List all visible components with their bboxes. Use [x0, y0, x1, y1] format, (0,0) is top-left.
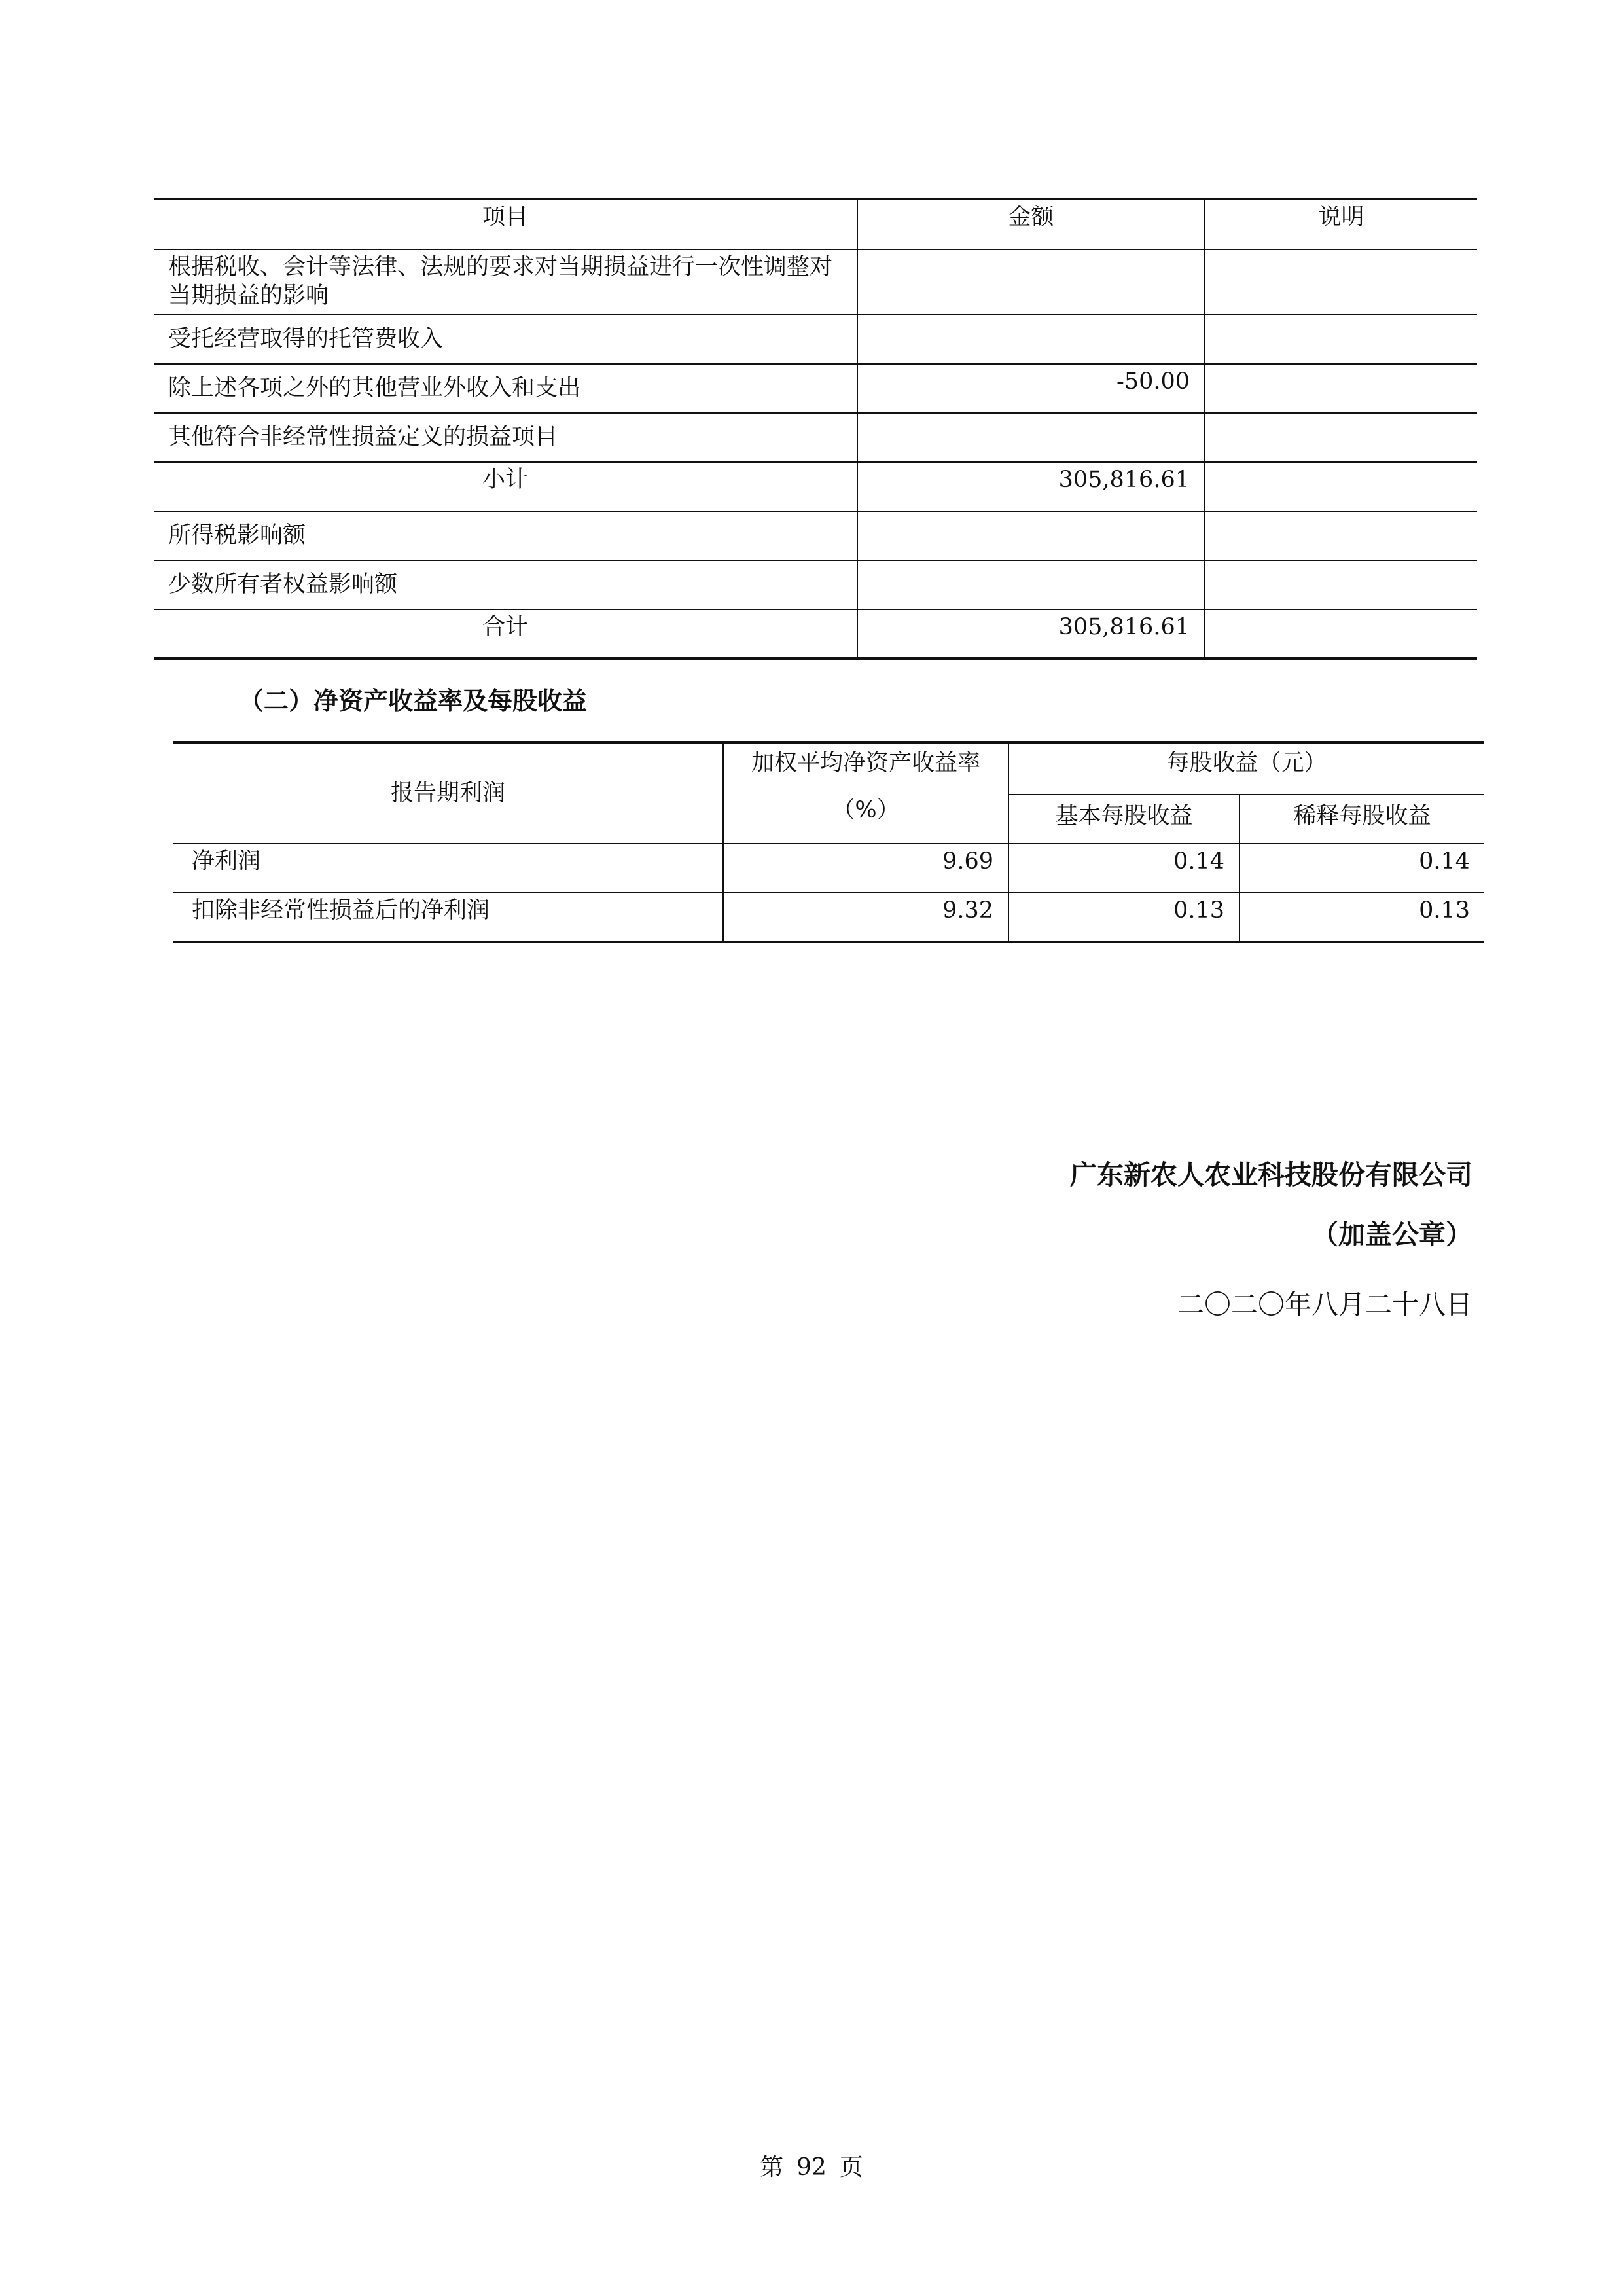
header-diluted-eps: 稀释每股收益 — [1240, 795, 1484, 844]
table-row — [154, 560, 1477, 609]
signature-date: 二〇二〇年八月二十八日 — [1177, 1289, 1472, 1320]
row-note — [1205, 315, 1477, 364]
table-row — [173, 844, 1484, 893]
seal-note: （加盖公章） — [1311, 1219, 1472, 1250]
row-note — [1205, 609, 1477, 658]
row-label: 净利润 — [173, 844, 723, 893]
row-basic-eps: 0.14 — [1008, 844, 1240, 893]
row-label: 扣除非经常性损益后的净利润 — [173, 893, 723, 942]
row-amount: 305,816.61 — [857, 609, 1205, 658]
non-recurring-gains-table — [154, 198, 1477, 660]
page-footer — [0, 2149, 1623, 2182]
row-amount: -50.00 — [857, 364, 1205, 413]
page-prefix: 第 — [760, 2154, 784, 2181]
row-item: 其他符合非经常性损益定义的损益项目 — [154, 413, 857, 462]
row-amount — [857, 315, 1205, 364]
row-roe: 9.32 — [723, 893, 1008, 942]
row-amount — [857, 413, 1205, 462]
header-amount: 金额 — [857, 199, 1205, 249]
table-row — [173, 893, 1484, 942]
row-note — [1205, 364, 1477, 413]
table-row — [154, 511, 1477, 560]
table-row — [154, 249, 1477, 315]
table-header-row — [154, 199, 1477, 249]
row-amount — [857, 560, 1205, 609]
row-item: 小计 — [154, 462, 857, 511]
row-note — [1205, 413, 1477, 462]
header-item: 项目 — [154, 199, 857, 249]
company-name: 广东新农人农业科技股份有限公司 — [1070, 1159, 1472, 1191]
table-header-row — [173, 742, 1484, 795]
row-amount — [857, 511, 1205, 560]
row-item: 少数所有者权益影响额 — [154, 560, 857, 609]
row-diluted-eps: 0.13 — [1240, 893, 1484, 942]
row-note — [1205, 462, 1477, 511]
page-number: 92 — [796, 2154, 827, 2181]
section-title: （二）净资产收益率及每股收益 — [239, 687, 588, 715]
header-roe-line2: （%） — [832, 797, 900, 823]
row-item: 合计 — [154, 609, 857, 658]
table-row — [154, 364, 1477, 413]
row-note — [1205, 560, 1477, 609]
row-note — [1205, 511, 1477, 560]
row-item: 受托经营取得的托管费收入 — [154, 315, 857, 364]
table-row — [154, 413, 1477, 462]
row-amount — [857, 249, 1205, 315]
table-row — [154, 315, 1477, 364]
page-suffix: 页 — [839, 2154, 863, 2181]
roe-eps-table — [173, 741, 1484, 943]
row-note — [1205, 249, 1477, 315]
row-item: 除上述各项之外的其他营业外收入和支出 — [154, 364, 857, 413]
header-roe — [723, 742, 1008, 844]
total-row — [154, 609, 1477, 658]
row-amount: 305,816.61 — [857, 462, 1205, 511]
header-profit: 报告期利润 — [173, 742, 723, 844]
subtotal-row — [154, 462, 1477, 511]
row-diluted-eps: 0.14 — [1240, 844, 1484, 893]
row-item: 所得税影响额 — [154, 511, 857, 560]
header-note: 说明 — [1205, 199, 1477, 249]
row-item: 根据税收、会计等法律、法规的要求对当期损益进行一次性调整对当期损益的影响 — [154, 249, 857, 315]
header-eps: 每股收益（元） — [1008, 742, 1484, 795]
row-basic-eps: 0.13 — [1008, 893, 1240, 942]
row-roe: 9.69 — [723, 844, 1008, 893]
header-basic-eps: 基本每股收益 — [1008, 795, 1240, 844]
header-roe-line1: 加权平均净资产收益率 — [751, 750, 980, 776]
